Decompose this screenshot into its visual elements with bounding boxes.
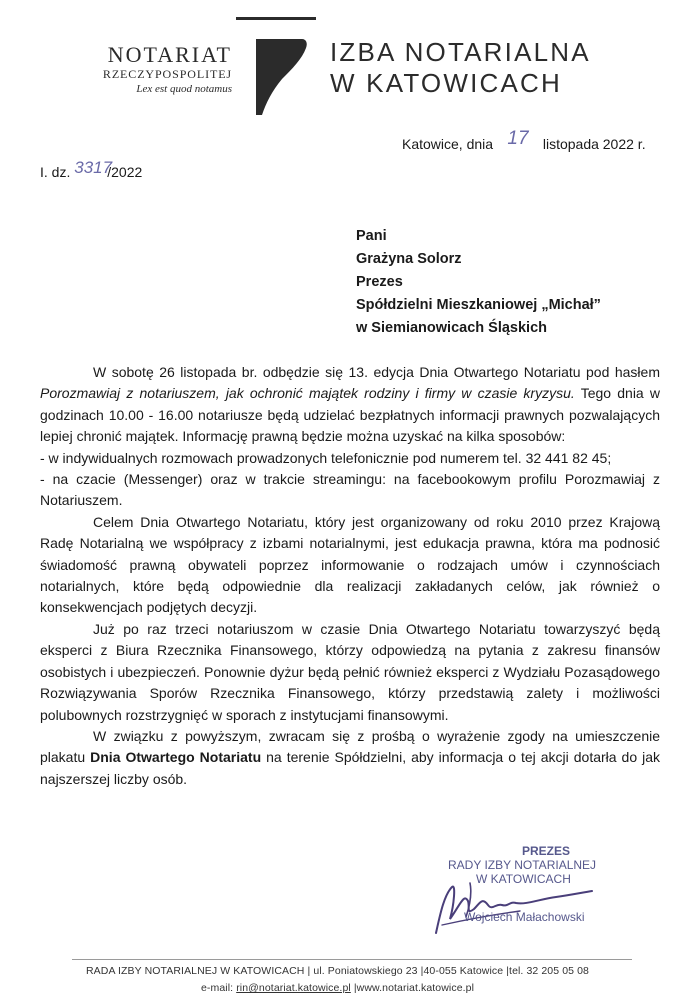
letterhead-katowice: W KATOWICACH [330, 68, 562, 98]
stamp-signatory-name: Wojciech Małachowski [464, 910, 585, 924]
bullet-chat: - na czacie (Messenger) oraz w trakcie streamingu: na facebookowym profilu Porozmawiaj z Notariuszem. [40, 471, 660, 509]
logo-top-bar [236, 17, 316, 20]
stamp-org-line2: W KATOWICACH [476, 872, 571, 886]
campaign-slogan: Porozmawiaj z notariuszem, jak ochronić majątek rodziny i firmy w czasie kryzysu. [40, 385, 575, 402]
paragraph-1 [40, 362, 660, 448]
letterhead-motto: Lex est quod notamus [136, 83, 232, 95]
paragraph-4-text-cont: na terenie Spółdzielni, aby informacja o tej akcji dotarła do jak najszerszej liczby osób. [40, 749, 660, 787]
reference-prefix: I. dz. [40, 164, 71, 180]
letterhead-left [60, 44, 232, 96]
footer-email-link[interactable]: rin@notariat.katowice.pl [236, 982, 351, 994]
column-logo-icon [236, 17, 316, 114]
footer-phone: tel. 32 205 05 08 [509, 965, 589, 977]
footer-website-link[interactable]: www.notariat.katowice.pl [356, 982, 475, 994]
paragraph-4-text: W związku z powyższym, zwracam się z prośbą o wyrażenie zgody na umieszczenie plakatu [40, 727, 660, 766]
letterhead-izba: IZBA NOTARIALNA [330, 37, 591, 67]
addressee-name: Grażyna Solorz [356, 251, 462, 267]
addressee-salutation: Pani [356, 228, 387, 244]
paragraph-1-text-cont: Tego dnia w godzinach 10.00 - 16.00 notariusze będą udzielać bezpłatnych informacji prawnych pozwalających lepiej chronić majątek. Informację prawną będzie można uzyskać na kilka sposobów: [40, 385, 660, 445]
letterhead-notariat: NOTARIAT [107, 42, 232, 67]
reference-number-handwritten: 3317 [74, 158, 113, 177]
event-name-bold: Dnia Otwartego Notariatu [90, 749, 262, 766]
footer-org: RADA IZBY NOTARIALNEJ W KATOWICACH [86, 965, 305, 977]
footer-email-label: e-mail: [200, 982, 234, 994]
addressee-position: Prezes [356, 274, 403, 290]
paragraph-4 [40, 726, 660, 790]
bullet-phone: - w indywidualnych rozmowach prowadzonych telefonicznie pod numerem tel. 32 441 82 45; [40, 449, 612, 466]
logo-capital-icon [262, 39, 318, 115]
letterhead-right [330, 37, 591, 99]
date-day-handwritten: 17 [507, 128, 529, 149]
footer-address: ul. Poniatowskiego 23 |40-055 Katowice [313, 965, 504, 977]
footer-line-2: e-mail: rin@notariat.katowice.pl |www.notariat.katowice.pl [200, 982, 475, 994]
reference-suffix: /2022 [107, 164, 143, 180]
paragraph-2: Celem Dnia Otwartego Notariatu, który jest organizowany od roku 2010 przez Krajową Radę Notarialną we współpracy z izbami notarialnymi, jest edukacja prawna, która ma podnosić świadomość prawną obywateli poprzez informowanie o rodzajach umów i czynnościach notarialnych, które będą odpowiednie dla realizacji zakładanych celów, jak również o konsekwencjach podjętych decyzji. [40, 513, 660, 616]
stamp-title: PREZES [522, 844, 571, 858]
date-prefix: Katowice, dnia [402, 136, 494, 152]
addressee-organization: Spółdzielni Mieszkaniowej „Michał” [356, 297, 601, 313]
letterhead-rzeczypospolitej: RZECZYPOSPOLITEJ [102, 67, 232, 81]
addressee-city: w Siemianowicach Śląskich [356, 320, 547, 336]
addressee-block [356, 225, 601, 340]
paragraph-3: Już po raz trzeci notariuszom w czasie Dnia Otwartego Notariatu towarzyszyć będą eksperci z Biura Rzecznika Finansowego, którzy odpowiedzą na pytania z zakresu finansów osobistych i ubezpieczeń. Ponownie dyżur będą pełnić również eksperci z Wydziału Pozasądowego Rozwiązywania Sporów Rzecznika Finansowego, którzy przedstawią zalety i możliwości polubownych rozstrzygnięć w sporach z instytucjami finansowymi. [40, 620, 660, 723]
handwritten-signature-icon [430, 872, 630, 935]
paragraph-1-text: W sobotę 26 listopada br. odbędzie się 13. edycja Dnia Otwartego Notariatu pod hasłem [93, 364, 660, 380]
footer-line-1: RADA IZBY NOTARIALNEJ W KATOWICACH | ul. Poniatowskiego 23 |40-055 Katowice |tel. 32 205 05 08 [86, 965, 589, 977]
letter-body [40, 362, 660, 790]
stamp-org-line1: RADY IZBY NOTARIALNEJ [448, 858, 597, 872]
date-line [402, 128, 646, 155]
date-suffix: listopada 2022 r. [542, 136, 646, 152]
footer-divider [72, 959, 632, 960]
reference-line [40, 158, 143, 182]
